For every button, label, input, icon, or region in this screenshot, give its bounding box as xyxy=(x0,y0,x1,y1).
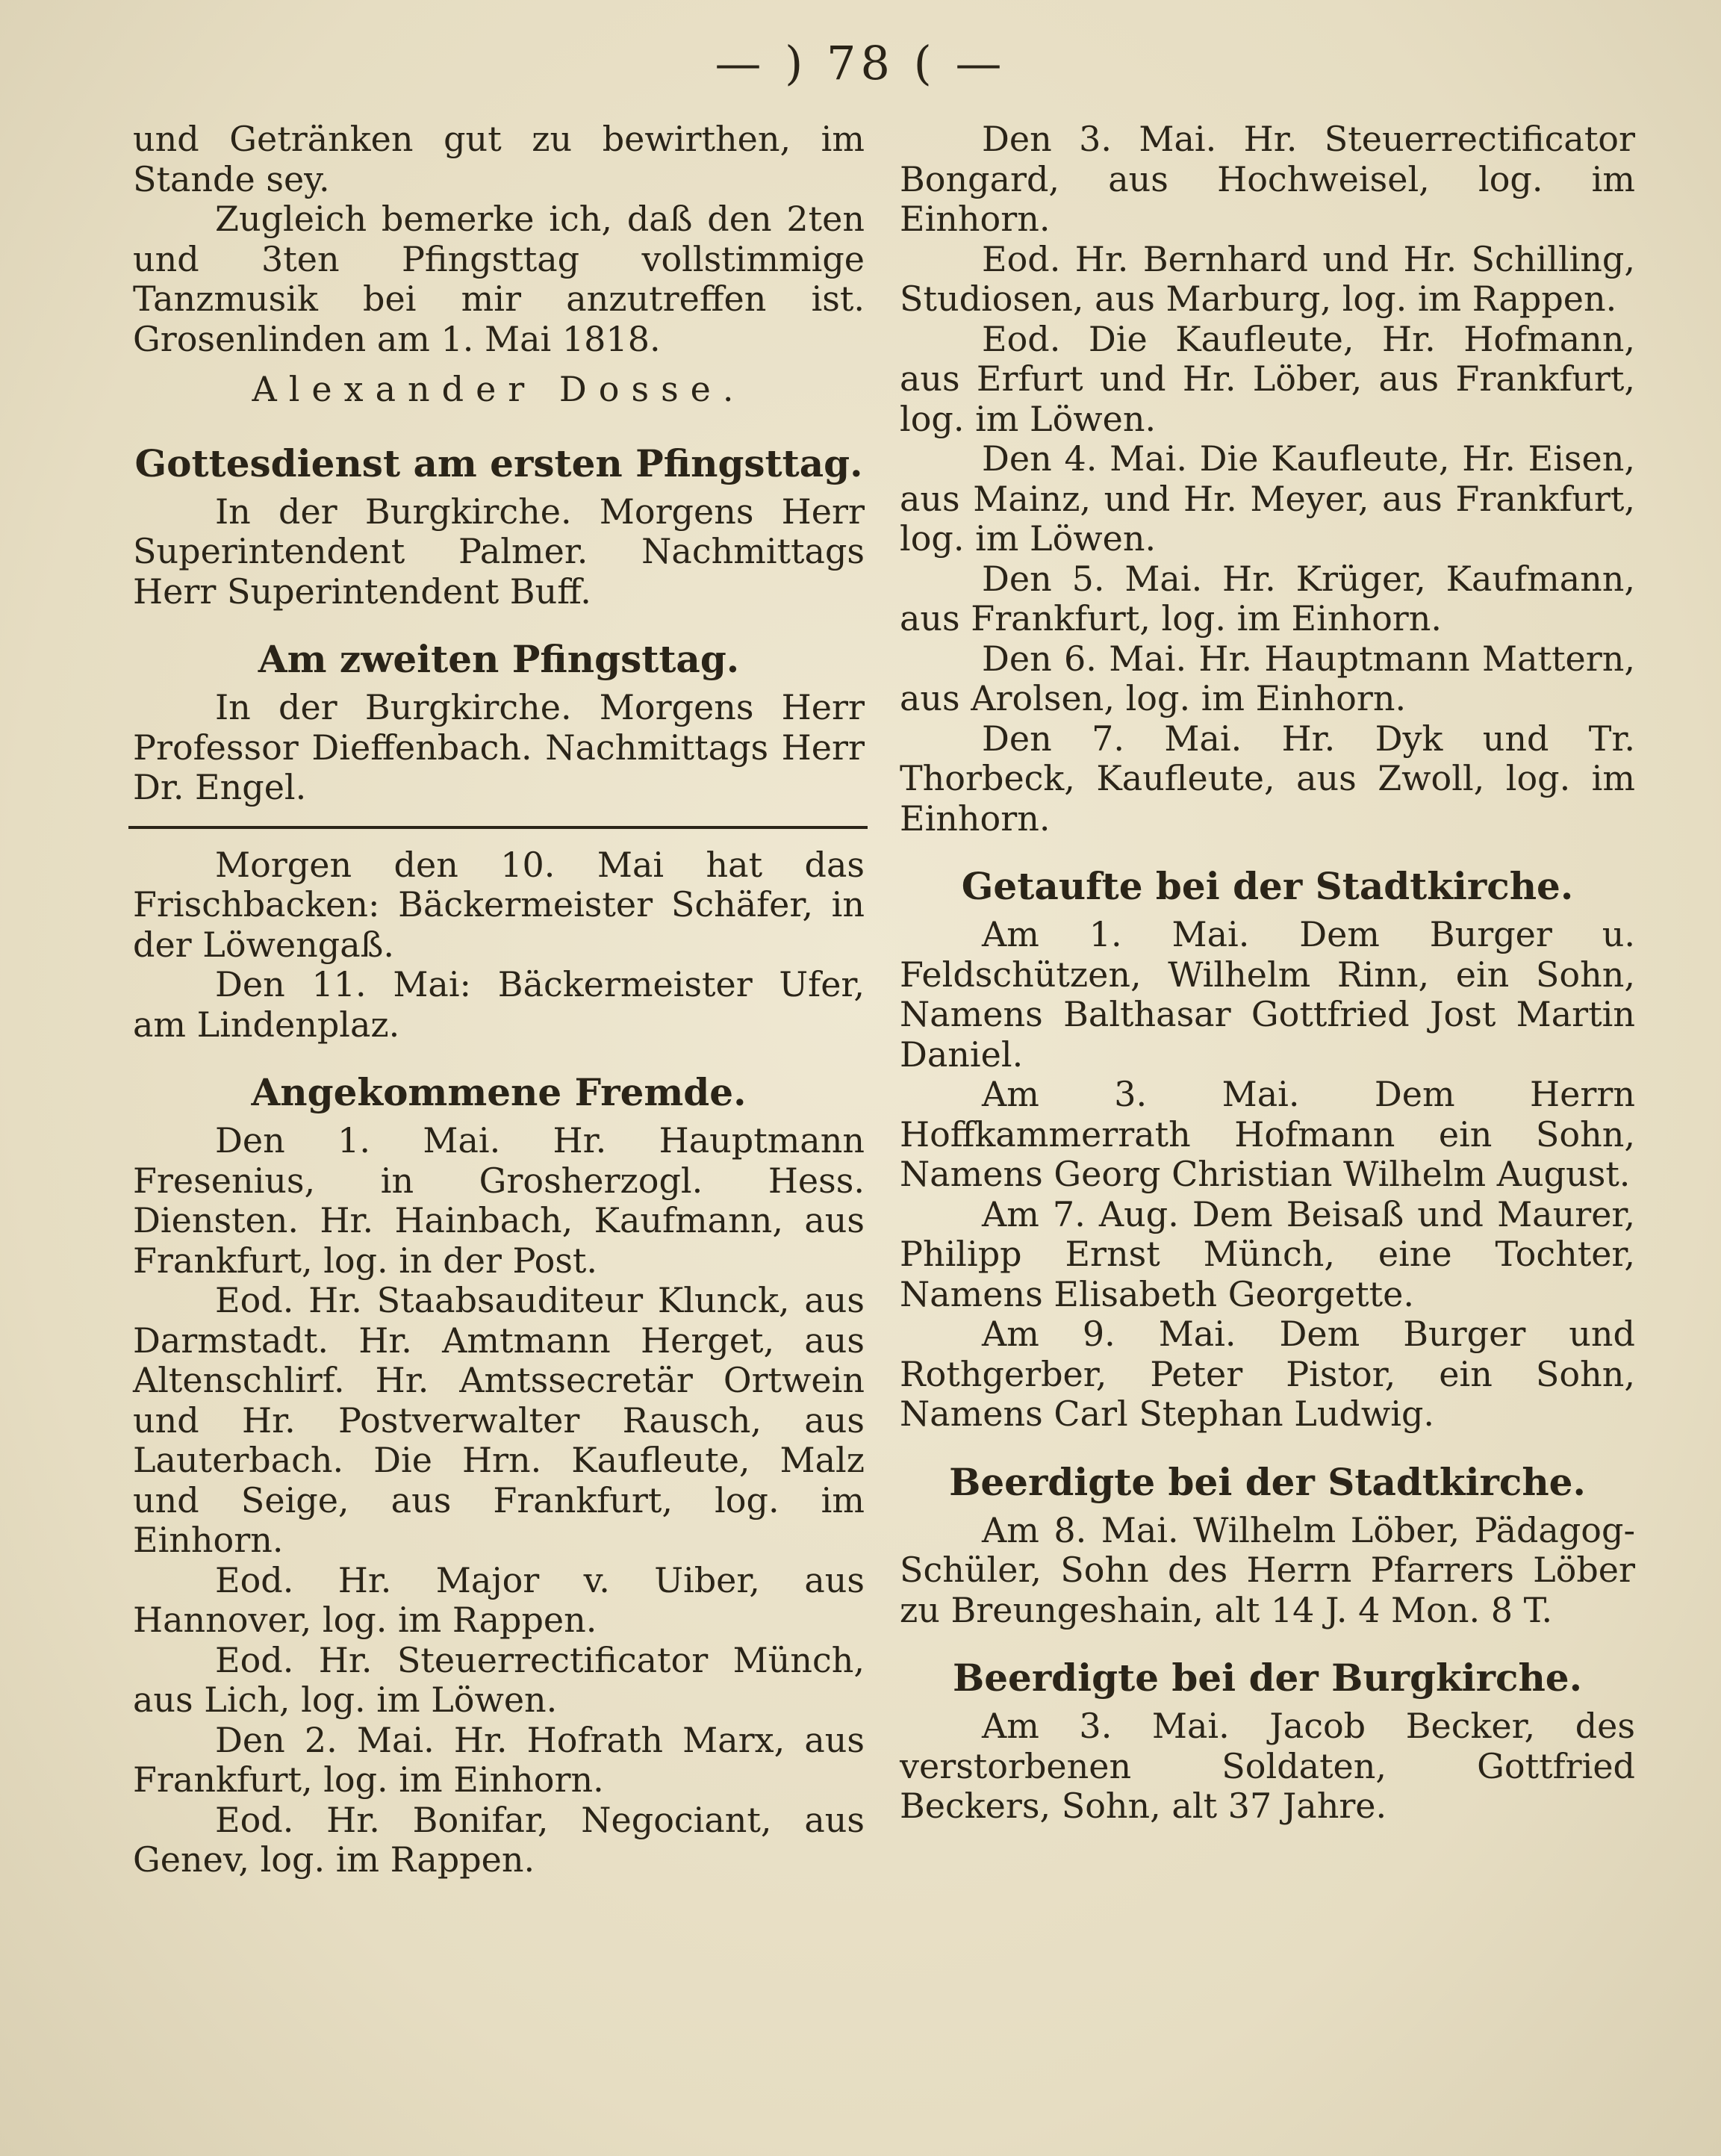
paragraph: Den 3. Mai. Hr. Steuerrectificator Bongard, aus Hochweisel, log. im Einhorn. xyxy=(900,119,1635,239)
paragraph: Zugleich bemerke ich, daß den 2ten und 3ten Pfingsttag vollstimmige Tanzmusik bei mir anzutreffen ist. Grosenlinden am 1. Mai 1818. xyxy=(133,199,865,359)
section-heading: Gottesdienst am ersten Pfingsttag. xyxy=(134,441,863,485)
section-heading: Angekommene Fremde. xyxy=(251,1070,747,1114)
paragraph: und Getränken gut zu bewirthen, im Stande sey. xyxy=(133,119,865,199)
paragraph: In der Burgkirche. Morgens Herr Superintendent Palmer. Nachmittags Herr Superintendent Buff. xyxy=(133,491,865,612)
paragraph: Eod. Hr. Bernhard und Hr. Schilling, Studiosen, aus Marburg, log. im Rappen. xyxy=(900,238,1635,319)
paragraph: Am 3. Mai. Dem Herrn Hoffkammerrath Hofmann ein Sohn, Namens Georg Christian Wilhelm August. xyxy=(900,1074,1635,1194)
page-number: — ) 78 ( — xyxy=(715,36,1006,90)
paragraph: Am 8. Mai. Wilhelm Löber, Pädagog-Schüler, Sohn des Herrn Pfarrers Löber zu Breungeshain, alt 14 J. 4 Mon. 8 T. xyxy=(900,1509,1635,1630)
paragraph: Den 11. Mai: Bäckermeister Ufer, am Lindenplaz. xyxy=(133,964,865,1045)
signature: Alexander Dosse. xyxy=(252,369,746,409)
paragraph: Am 9. Mai. Dem Burger und Rothgerber, Peter Pistor, ein Sohn, Namens Carl Stephan Ludwig. xyxy=(900,1314,1635,1434)
right-column xyxy=(900,119,1635,1827)
paragraph: In der Burgkirche. Morgens Herr Professor Dieffenbach. Nachmittags Herr Dr. Engel. xyxy=(133,687,865,807)
section-heading: Beerdigte bei der Burgkirche. xyxy=(952,1656,1583,1700)
paragraph: Den 6. Mai. Hr. Hauptmann Mattern, aus Arolsen, log. im Einhorn. xyxy=(900,638,1635,718)
paragraph: Den 7. Mai. Hr. Dyk und Tr. Thorbeck, Kaufleute, aus Zwoll, log. im Einhorn. xyxy=(900,718,1635,839)
section-heading: Getaufte bei der Stadtkirche. xyxy=(961,864,1574,908)
paragraph: Eod. Hr. Bonifar, Negociant, aus Genev, log. im Rappen. xyxy=(133,1799,865,1880)
paragraph: Am 3. Mai. Jacob Becker, des verstorbenen Soldaten, Gottfried Beckers, Sohn, alt 37 Jahre. xyxy=(900,1706,1635,1826)
paragraph: Eod. Die Kaufleute, Hr. Hofmann, aus Erfurt und Hr. Löber, aus Frankfurt, log. im Löwen. xyxy=(900,318,1635,439)
paragraph: Den 1. Mai. Hr. Hauptmann Fresenius, in Grosherzogl. Hess. Diensten. Hr. Hainbach, Kaufmann, aus Frankfurt, log. in der Post. xyxy=(133,1120,865,1281)
paragraph: Den 4. Mai. Die Kaufleute, Hr. Eisen, aus Mainz, und Hr. Meyer, aus Frankfurt, log. im Löwen. xyxy=(900,438,1635,559)
paragraph: Eod. Hr. Major v. Uiber, aus Hannover, log. im Rappen. xyxy=(133,1559,865,1640)
section-heading: Am zweiten Pfingsttag. xyxy=(258,637,740,681)
paragraph: Am 7. Aug. Dem Beisaß und Maurer, Philipp Ernst Münch, eine Tochter, Namens Elisabeth Georgette. xyxy=(900,1193,1635,1314)
paragraph: Morgen den 10. Mai hat das Frischbacken: Bäckermeister Schäfer, in der Löwengaß. xyxy=(133,844,865,965)
section-heading: Beerdigte bei der Stadtkirche. xyxy=(949,1459,1586,1504)
paragraph: Am 1. Mai. Dem Burger u. Feldschützen, Wilhelm Rinn, ein Sohn, Namens Balthasar Gottfried Jost Martin Daniel. xyxy=(900,914,1635,1075)
paragraph: Eod. Hr. Staabsauditeur Klunck, aus Darmstadt. Hr. Amtmann Herget, aus Altenschlirf. Hr. Amtssecretär Ortwein und Hr. Postverwalter Rausch, aus Lauterbach. Die Hrn. Kaufleute, Malz und Seige, aus Frankfurt, log. im Einhorn. xyxy=(133,1280,865,1560)
left-column xyxy=(133,119,865,1880)
paragraph: Den 2. Mai. Hr. Hofrath Marx, aus Frankfurt, log. im Einhorn. xyxy=(133,1719,865,1800)
divider xyxy=(128,826,868,829)
paragraph: Den 5. Mai. Hr. Krüger, Kaufmann, aus Frankfurt, log. im Einhorn. xyxy=(900,558,1635,639)
paragraph: Eod. Hr. Steuerrectificator Münch, aus Lich, log. im Löwen. xyxy=(133,1639,865,1720)
